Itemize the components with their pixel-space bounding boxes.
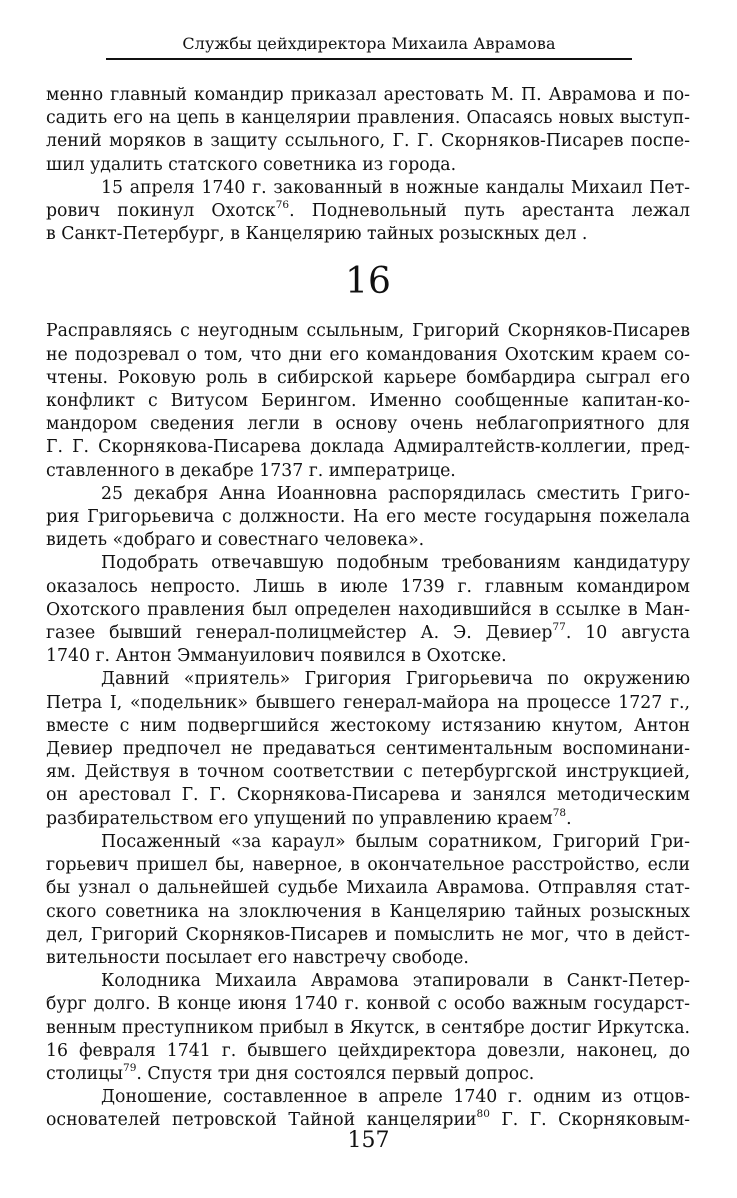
text-line: он арестовал Г. Г. Скорнякова-Писарева и занялся методическим: [46, 785, 690, 806]
text-line: газее бывший генерал-полицмейстер А. Э. Девиер$^{77}$. 10 августа: [46, 621, 690, 644]
text-line: шил удалить статского советника из города.: [46, 154, 457, 175]
footnote-ref: 77: [552, 621, 566, 634]
text-line: в Санкт-Петербург, в Канцелярию тайных розыскных дел .: [46, 224, 588, 245]
text-line: 1740 г. Антон Эммануилович появился в Охотске.: [46, 646, 507, 667]
chapter-number: 16: [345, 261, 391, 303]
text-line: Девиер предпочел не предаваться сентиментальным воспоминани-: [46, 739, 690, 760]
text-line: разбирательством его упущений по управлению краем$^{78}$.: [46, 806, 572, 829]
body-text: [46, 84, 690, 1133]
paragraph: [46, 320, 690, 482]
text-line: Подобрать отвечавшую подобным требованиям кандидатуру: [101, 553, 690, 574]
text-line: оказалось непросто. Лишь в июле 1739 г. главным командиром: [46, 576, 690, 597]
text-line: столицы$^{79}$. Спустя три дня состоялся первый допрос.: [46, 1062, 535, 1084]
header-rule: [106, 58, 632, 60]
text-line: венным преступником прибыл в Якутск, в сентябре достиг Иркутска.: [46, 1017, 690, 1038]
paragraph: [46, 177, 690, 247]
text-line: Г. Г. Скорнякова-Писарева доклада Адмиралтейств-коллегии, пред-: [46, 437, 690, 458]
text-line: не подозревал о том, что дни его командования Охотским краем со-: [46, 344, 690, 365]
text-line: Давний «приятель» Григория Григорьевича по окружению: [101, 669, 690, 690]
text-line: лений моряков в защиту ссыльного, Г. Г. Скорняков-Писарев поспе-: [46, 131, 690, 152]
text-line: бы узнал о дальнейшей судьбе Михаила Аврамова. Отправляя стат-: [46, 878, 690, 899]
text-line: Охотского правления был определен находившийся в ссылке в Ман-: [46, 599, 690, 620]
paragraph: [46, 831, 690, 970]
text-line: ского советника на злоключения в Канцелярию тайных розыскных: [46, 901, 690, 922]
text-line: мандором сведения легли в основу очень неблагоприятного для: [46, 414, 690, 435]
text-line: 15 апреля 1740 г. закованный в ножные кандалы Михаил Пет-: [101, 177, 690, 198]
text-line: видеть «добраго и совестнаго человека».: [46, 530, 425, 551]
text-line: менно главный командир приказал арестовать М. П. Аврамова и по-: [46, 85, 690, 105]
text-line: ям. Действуя в точном соответствии с петербургской инструкцией,: [46, 762, 690, 783]
text-line: 25 декабря Анна Иоанновна распорядилась сместить Григо-: [101, 483, 690, 504]
text-line: основателей петровской Тайной канцелярии$^{80}$ Г. Г. Скорняковым-: [46, 1108, 690, 1131]
text-line: ставленного в декабре 1737 г. императрице.: [46, 460, 456, 481]
text-line: 16 февраля 1741 г. бывшего цейхдиректора довезли, наконец, до: [46, 1040, 690, 1061]
paragraph: [46, 552, 690, 668]
footnote-ref: 76: [275, 199, 290, 212]
text-line: бург долго. В конце июня 1740 г. конвой с особо важным государст-: [46, 994, 690, 1015]
text-line: Петра I, «подельник» бывшего генерал-майора на процессе 1727 г.,: [46, 692, 690, 713]
paragraph: [46, 84, 690, 177]
text-line: рия Григорьевича с должности. На его месте государыня пожелала: [46, 507, 690, 528]
paragraph: [46, 668, 690, 830]
text-line: вительности посылает его навстречу свободе.: [46, 947, 469, 968]
paragraph: [46, 970, 690, 1086]
text-line: Колодника Михаила Аврамова этапировали в Санкт-Петер-: [101, 971, 690, 992]
footnote-ref: 80: [476, 1108, 490, 1121]
text-line: Доношение, составленное в апреле 1740 г. одним из отцов-: [101, 1087, 690, 1108]
page-number: 157: [347, 1128, 390, 1153]
footnote-ref: 79: [123, 1062, 137, 1075]
text-line: вместе с ним подвергшийся жестокому истязанию кнутом, Антон: [46, 715, 690, 736]
text-line: рович покинул Охотск$^{76}$. Подневольный путь арестанта лежал: [46, 199, 690, 222]
text-line: конфликт с Витусом Берингом. Именно сообщенные капитан-ко-: [46, 391, 690, 412]
paragraph: [46, 1086, 690, 1132]
text-line: Расправляясь с неугодным ссыльным, Григорий Скорняков-Писарев: [46, 321, 690, 342]
text-line: чтены. Роковую роль в сибирской карьере бомбардира сыграл его: [46, 367, 690, 388]
footnote-ref: 78: [552, 806, 567, 819]
text-line: садить его на цепь в канцелярии правления. Опасаясь новых выступ-: [46, 108, 690, 129]
text-line: Посаженный «за караул» былым соратником, Григорий Гри-: [101, 831, 690, 852]
paragraph: [46, 483, 690, 553]
text-line: дел, Григорий Скорняков-Писарев и помыслить не мог, что в дейст-: [46, 924, 690, 945]
text-line: горьевич пришел бы, наверное, в окончательное расстройство, если: [46, 855, 690, 876]
running-head: Службы цейхдиректора Михаила Аврамова: [182, 34, 556, 53]
